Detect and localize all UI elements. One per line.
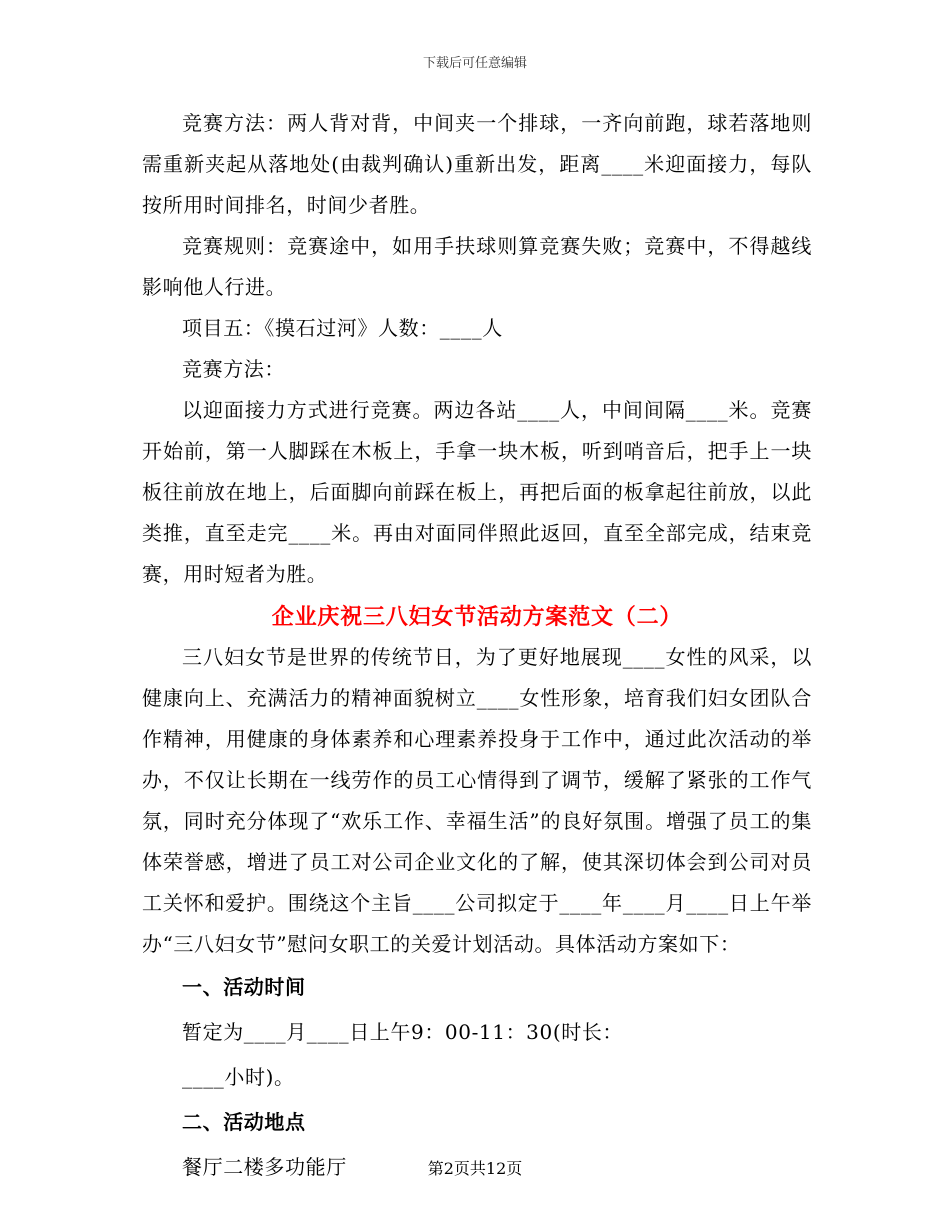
paragraph-project-five: 项目五：《摸石过河》人数：____人 bbox=[182, 316, 503, 340]
paragraph-intro: 三八妇女节是世界的传统节日，为了更好地展现____女性的风采，以健康向上、充满活力的精神面貌树立____女性形象，培育我们妇女团队合作精神，用健康的身体素养和心理素养投身于工作中，通过此次活动的举办，不仅让长期在一线劳作的员工心情得到了调节，缓解了紧张的工作气氛，同时充分体现了“欢乐工作、幸福生活”的良好氛围。增强了员工的集体荣誉感，增进了员工对公司企业文化的了解，使其深切体会到公司对员工关怀和爱护。围绕这个主旨____公司拟定于____年____月____日上午举办“三八妇女节”慰问女职工的关爱计划活动。具体活动方案如下： bbox=[142, 645, 812, 956]
paragraph-race-method-label: 竞赛方法： bbox=[182, 357, 285, 381]
section-title: 企业庆祝三八妇女节活动方案范文（二） bbox=[271, 604, 683, 630]
activity-location-line: 餐厅二楼多功能厅 bbox=[182, 1155, 347, 1179]
page-number: 第2页共12页 bbox=[427, 1159, 523, 1178]
heading-activity-time: 一、活动时间 bbox=[182, 975, 306, 999]
heading-activity-location: 二、活动地点 bbox=[182, 1110, 306, 1134]
paragraph-race-rules: 竞赛规则：竞赛途中，如用手扶球则算竞赛失败；竞赛中，不得越线影响他人行进。 bbox=[142, 234, 812, 299]
activity-time-line-2: ____小时)。 bbox=[182, 1065, 295, 1089]
activity-time-line-1: 暂定为____月____日上午9：00-11：30(时长： bbox=[182, 1020, 624, 1044]
page-header-note: 下载后可任意编辑 bbox=[422, 56, 527, 71]
paragraph-race-method: 竞赛方法：两人背对背，中间夹一个排球，一齐向前跑，球若落地则需重新夹起从落地处(由裁判确认)重新出发，距离____米迎面接力，每队按所用时间排名，时间少者胜。 bbox=[142, 111, 812, 217]
paragraph-relay-description: 以迎面接力方式进行竞赛。两边各站____人，中间间隔____米。竞赛开始前，第一人脚踩在木板上，手拿一块木板，听到哨音后，把手上一块板往前放在地上，后面脚向前踩在板上，再把后面的板拿起往前放，以此类推，直至走完____米。再由对面同伴照此返回，直至全部完成，结束竞赛，用时短者为胜。 bbox=[142, 398, 812, 586]
document-body bbox=[142, 103, 812, 1190]
